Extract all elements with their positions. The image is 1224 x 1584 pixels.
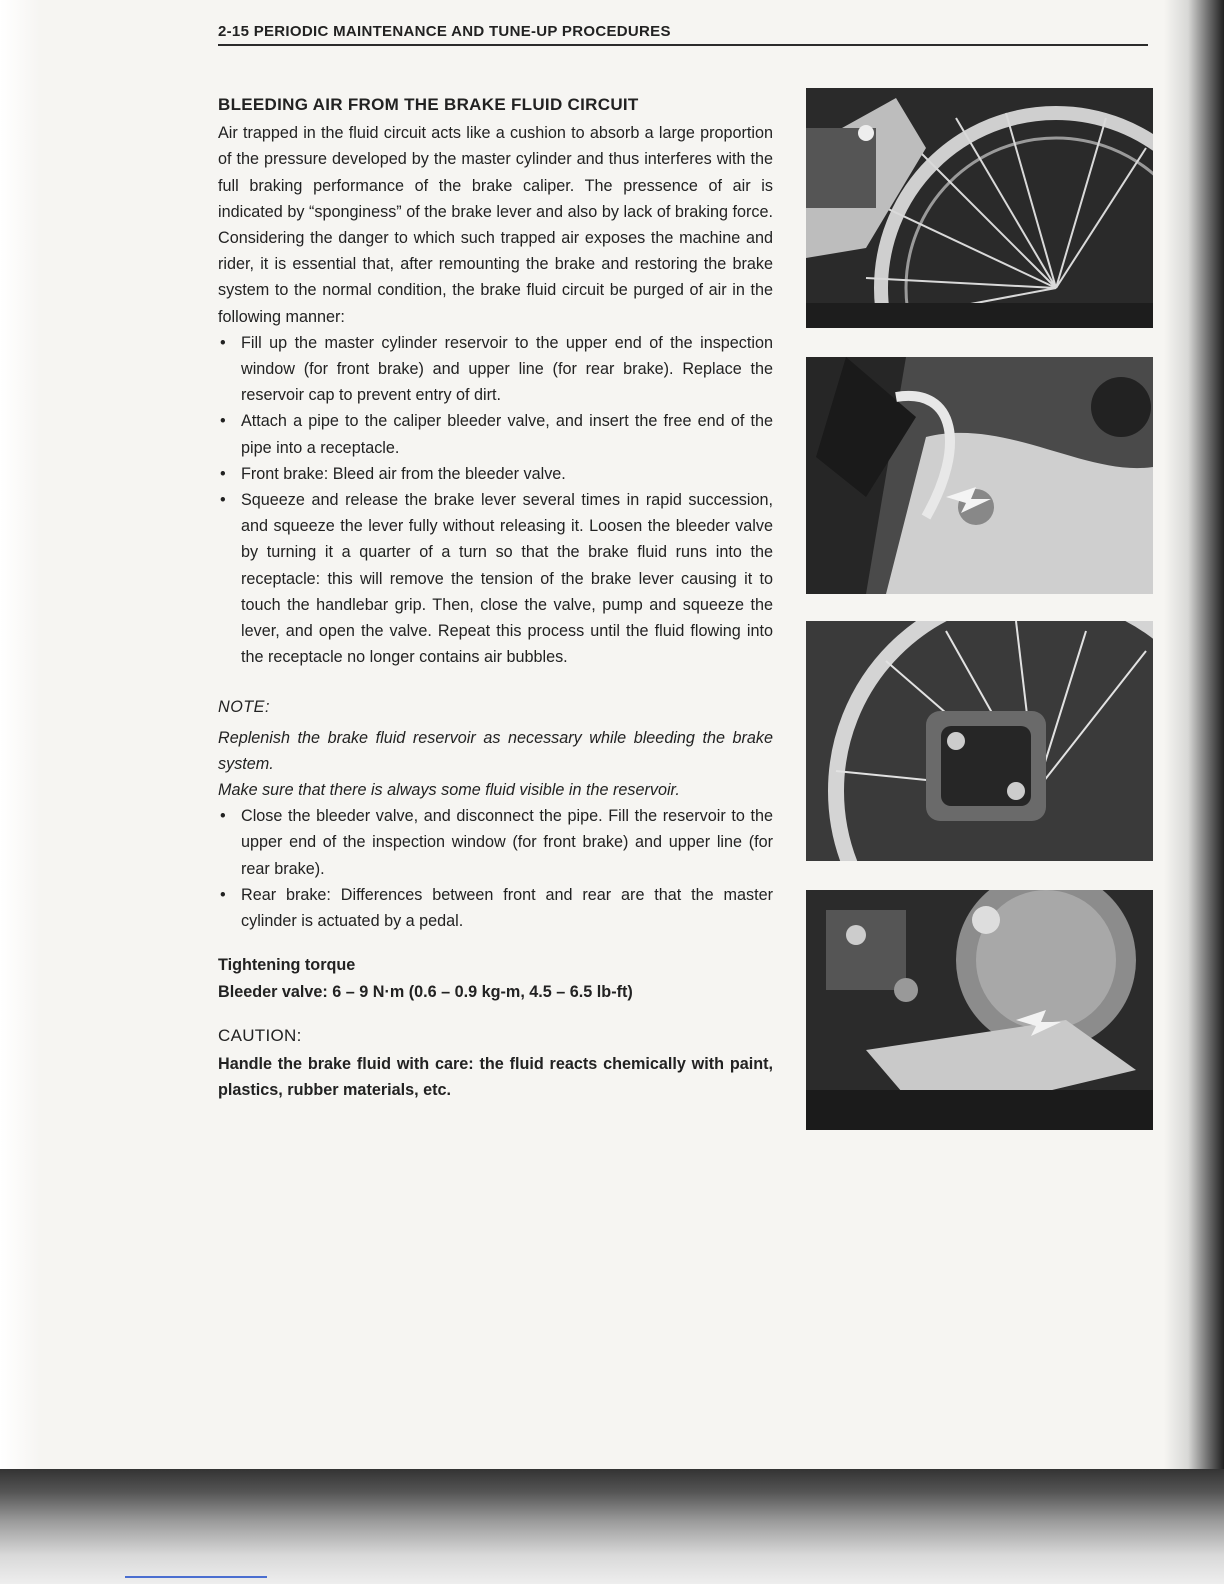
photo-bleeder-valve — [806, 357, 1153, 594]
scan-binding-shadow — [1164, 0, 1224, 1584]
scan-bottom-shadow — [0, 1469, 1224, 1584]
torque-value: Bleeder valve: 6 – 9 N·m (0.6 – 0.9 kg-m, 4.5 – 6.5 lb-ft) — [218, 982, 633, 1001]
procedure-steps — [218, 330, 773, 671]
caution-heading: CAUTION: — [218, 1025, 302, 1045]
scan-left-margin — [0, 0, 40, 1584]
bullet-icon: • — [220, 491, 226, 510]
note-heading: NOTE: — [218, 698, 270, 717]
note-line: Replenish the brake fluid reservoir as necessary while bleeding the brake system. — [218, 728, 773, 773]
caution-text: Handle the brake fluid with care: the fluid reacts chemically with paint, plastics, rubber materials, etc. — [218, 1054, 773, 1100]
step-text: Attach a pipe to the caliper bleeder valve, and insert the free end of the pipe into a receptacle. — [241, 412, 773, 457]
photo-rear-caliper — [806, 621, 1153, 861]
step-text: Rear brake: Differences between front and rear are that the master cylinder is actuated by a pedal. — [241, 885, 773, 931]
list-item — [218, 330, 773, 409]
bullet-icon: • — [220, 807, 226, 826]
bullet-icon: • — [220, 885, 226, 904]
torque-heading: Tightening torque — [218, 956, 356, 975]
bullet-icon: • — [220, 412, 226, 431]
text-column — [218, 92, 773, 1103]
bullet-icon: • — [220, 464, 226, 483]
procedure-steps-2 — [218, 803, 773, 934]
bullet-icon: • — [220, 333, 226, 352]
step-text: Squeeze and release the brake lever several times in rapid succession, and squeeze the lever fully without releasing it. Loosen the bleeder valve by turning it a quarter of a turn so that the brake fluid runs into the receptacle: this will remove the tension of the brake lever causing it to touch the handlebar grip. Then, close the valve, pump and squeeze the lever, and open the valve. Repeat this process until the fluid flowing into the receptacle no longer contains air bubbles. — [241, 491, 773, 667]
scan-bottom-mark — [125, 1576, 267, 1578]
step-text: Fill up the master cylinder reservoir to the upper end of the inspection window (for front brake) and upper line (for rear brake). Replace the reservoir cap to prevent entry of dirt. — [241, 333, 773, 405]
list-item — [218, 461, 773, 487]
photo-rear-master-cylinder — [806, 890, 1153, 1130]
step-text: Close the bleeder valve, and disconnect the pipe. Fill the reservoir to the upper end of the inspection window (for front brake) and upper line (for rear brake). — [241, 807, 773, 878]
list-item — [218, 487, 773, 670]
intro-paragraph: Air trapped in the fluid circuit acts like a cushion to absorb a large proportion of the pressure developed by the master cylinder and thus interferes with the full braking performance of the brake caliper. The pressence of air is indicated by “sponginess” of the brake lever and also by lack of braking force. Considering the danger to which such trapped air exposes the machine and rider, it is essential that, after remounting the brake and restoring the brake system to the normal condition, the brake fluid circuit be purged of air in the following manner: — [218, 124, 773, 326]
list-item — [218, 882, 773, 934]
note-line: Make sure that there is always some fluid visible in the reservoir. — [218, 781, 680, 800]
photo-front-caliper — [806, 88, 1153, 328]
list-item — [218, 803, 773, 882]
running-head: 2-15 PERIODIC MAINTENANCE AND TUNE-UP PROCEDURES — [218, 23, 1148, 46]
section-title: BLEEDING AIR FROM THE BRAKE FLUID CIRCUIT — [218, 95, 639, 114]
step-text: Front brake: Bleed air from the bleeder valve. — [241, 464, 566, 483]
list-item — [218, 408, 773, 460]
